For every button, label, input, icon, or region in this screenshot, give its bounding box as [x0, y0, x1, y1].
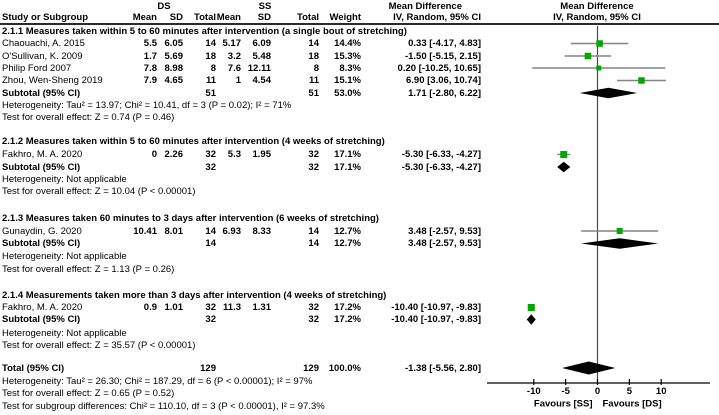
cell-weight: 15.3% — [334, 50, 361, 62]
heterogeneity-text: Heterogeneity: Tau² = 13.97; Chi² = 10.41, df = 3 (P = 0.02); I² = 71% — [2, 99, 292, 111]
study-name: O'Sullivan, K. 2009 — [2, 50, 83, 62]
cell-ss-total: 32 — [308, 314, 319, 325]
effect-marker — [585, 53, 592, 60]
cell-ds-total: 32 — [205, 314, 216, 325]
cell-ss-mean: 11.3 — [223, 302, 241, 313]
study-name: Philip Ford 2007 — [2, 62, 72, 74]
cell-ss-total: 14 — [308, 225, 319, 237]
ds-total-header: Total — [194, 12, 216, 23]
cell-weight: 17.1% — [334, 161, 361, 173]
ss-group-header: SS — [258, 1, 272, 12]
study-name: Zhou, Wen-Sheng 2019 — [2, 75, 103, 86]
cell-ss-sd: 5.48 — [252, 50, 271, 62]
cell-md-estimate: 0.20 [-10.25, 10.65] — [397, 62, 481, 74]
overall-effect-text: Test for overall effect: Z = 35.57 (P < 0.00001) — [2, 340, 196, 351]
section-heading: 2.1.2 Measures taken within 5 to 60 minutes after intervention (4 weeks of stretching) — [2, 136, 385, 147]
effect-marker — [617, 228, 623, 234]
x-tick-label: 0 — [594, 386, 601, 397]
cell-ss-sd: 12.11 — [247, 62, 271, 74]
cell-ss-total: 8 — [313, 62, 319, 74]
subtotal-diamond — [557, 162, 570, 173]
x-tick-label: 5 — [626, 386, 632, 397]
cell-ds-total: 129 — [200, 362, 216, 374]
cell-md-estimate: -10.40 [-10.97, -9.83] — [391, 314, 481, 325]
cell-ds-sd: 8.98 — [164, 62, 183, 74]
overall-effect-text: Test for overall effect: Z = 10.04 (P < 0.00001) — [2, 186, 196, 197]
cell-md-estimate: -10.40 [-10.97, -9.83] — [391, 302, 481, 313]
cell-ds-total: 14 — [205, 225, 216, 237]
ds-mean-header: Mean — [132, 12, 157, 23]
cell-ds-total: 32 — [205, 302, 216, 313]
study-name: Chaouachi, A. 2015 — [2, 38, 85, 49]
cell-weight: 12.7% — [334, 238, 361, 249]
effect-marker — [638, 77, 645, 84]
overall-effect-text: Test for overall effect: Z = 1.13 (P = 0.26) — [2, 263, 175, 275]
x-tick-label: -5 — [561, 386, 570, 397]
cell-ds-sd: 8.01 — [164, 225, 183, 237]
subgroup-differences-text: Test for subgroup differences: Chi² = 110.10, df = 3 (P < 0.00001), I² = 97.3% — [2, 400, 325, 412]
cell-weight: 14.4% — [334, 38, 361, 49]
favours-left-label: Favours [SS] — [533, 398, 593, 410]
cell-ds-mean: 7.8 — [143, 62, 157, 74]
cell-ds-mean: 1.7 — [143, 50, 157, 62]
cell-ss-sd: 1.31 — [252, 302, 271, 313]
ss-sd-header: SD — [257, 12, 271, 23]
section-heading: 2.1.1 Measures taken within 5 to 60 minutes after intervention (a single bout of stretching) — [2, 26, 407, 37]
ds-group-header: DS — [157, 1, 171, 12]
section-heading: 2.1.4 Measurements taken more than 3 days after intervention (4 weeks of stretching) — [2, 289, 387, 301]
cell-weight: 17.2% — [334, 314, 361, 325]
cell-ss-mean: 1 — [235, 75, 241, 86]
cell-ss-sd: 6.09 — [252, 38, 271, 49]
subtotal-diamond — [527, 314, 536, 325]
heterogeneity-text: Heterogeneity: Not applicable — [2, 251, 127, 262]
md-column-title: Mean Difference — [388, 1, 462, 12]
ds-sd-header: SD — [169, 12, 183, 23]
ss-total-header: Total — [297, 12, 319, 23]
cell-ds-sd: 5.69 — [164, 50, 183, 62]
section-heading: 2.1.3 Measures taken 60 minutes to 3 days after intervention (6 weeks of stretching) — [2, 212, 379, 224]
subtotal-label: Subtotal (95% CI) — [2, 87, 81, 99]
effect-marker — [528, 304, 535, 311]
plot-title: Mean Difference — [560, 1, 634, 12]
cell-md-estimate: 0.33 [-4.17, 4.83] — [408, 38, 481, 49]
study-name: Gunaydin, G. 2020 — [2, 225, 82, 237]
heterogeneity-text: Heterogeneity: Not applicable — [2, 174, 127, 185]
subtotal-diamond — [580, 88, 637, 99]
cell-ss-total: 18 — [308, 50, 319, 62]
cell-ds-total: 51 — [205, 87, 216, 99]
cell-ss-mean: 5.17 — [222, 38, 241, 49]
study-name: Fakhro, M. A. 2020 — [2, 149, 83, 160]
effect-marker — [596, 66, 601, 71]
cell-md-estimate: 6.90 [3.06, 10.74] — [406, 75, 481, 86]
subtotal-label: Subtotal (95% CI) — [2, 161, 81, 173]
cell-ss-total: 32 — [308, 149, 319, 160]
effect-marker — [560, 151, 567, 158]
cell-ds-total: 11 — [205, 75, 216, 86]
overall-effect-text: Test for overall effect: Z = 0.65 (P = 0.52) — [2, 388, 175, 399]
cell-ss-mean: 7.6 — [227, 62, 241, 74]
weight-column-header: Weight — [329, 12, 361, 23]
x-tick-label: 10 — [655, 386, 667, 397]
cell-md-estimate: -5.30 [-6.33, -4.27] — [401, 149, 481, 160]
cell-md-estimate: -1.50 [-5.15, 2.15] — [404, 50, 481, 62]
plot-method-header: IV, Random, 95% CI — [553, 12, 641, 23]
x-tick-label: -10 — [526, 386, 541, 397]
cell-ds-sd: 2.26 — [164, 149, 183, 160]
cell-ss-mean: 3.2 — [227, 50, 241, 62]
study-name: Fakhro, M. A. 2020 — [2, 302, 83, 313]
cell-ss-sd: 8.33 — [252, 225, 271, 237]
total-label: Total (95% CI) — [2, 362, 65, 374]
cell-ss-sd: 4.54 — [252, 75, 271, 86]
cell-weight: 8.3% — [339, 62, 361, 74]
favours-right-label: Favours [DS] — [602, 398, 662, 410]
heterogeneity-text: Heterogeneity: Tau² = 26.30; Chi² = 187.29, df = 6 (P < 0.00001); I² = 97% — [2, 375, 313, 387]
overall-effect-text: Test for overall effect: Z = 0.74 (P = 0.46) — [2, 111, 175, 123]
cell-ds-total: 14 — [205, 38, 216, 49]
cell-ss-sd: 1.95 — [252, 149, 271, 160]
ss-mean-header: Mean — [216, 12, 241, 23]
cell-weight: 17.1% — [334, 149, 361, 160]
cell-ss-total: 32 — [308, 161, 319, 173]
heterogeneity-text: Heterogeneity: Not applicable — [2, 327, 127, 339]
cell-ds-total: 8 — [210, 62, 216, 74]
cell-md-estimate: 1.71 [-2.80, 6.22] — [408, 87, 481, 99]
cell-ds-sd: 1.01 — [164, 302, 183, 313]
cell-weight: 15.1% — [334, 75, 361, 86]
total-diamond — [562, 362, 615, 375]
cell-md-estimate: 3.48 [-2.57, 9.53] — [408, 238, 481, 249]
cell-weight: 17.2% — [334, 302, 361, 313]
cell-ds-mean: 7.9 — [143, 75, 157, 86]
study-column-header: Study or Subgroup — [2, 12, 89, 23]
cell-ss-total: 129 — [303, 362, 319, 374]
cell-ss-mean: 5.3 — [227, 149, 241, 160]
cell-weight: 12.7% — [334, 225, 361, 237]
cell-ds-total: 14 — [205, 238, 216, 249]
cell-ds-sd: 4.65 — [164, 75, 183, 86]
effect-marker — [596, 40, 603, 47]
cell-weight: 100.0% — [328, 362, 361, 374]
cell-weight: 53.0% — [334, 87, 361, 99]
cell-ss-total: 11 — [308, 75, 319, 86]
cell-ds-sd: 6.05 — [164, 38, 183, 49]
cell-ds-mean: 10.41 — [133, 225, 157, 237]
subtotal-diamond — [581, 238, 658, 249]
cell-ds-total: 18 — [205, 50, 216, 62]
cell-ss-total: 32 — [308, 302, 319, 313]
cell-md-estimate: 3.48 [-2.57, 9.53] — [408, 225, 481, 237]
subtotal-label: Subtotal (95% CI) — [2, 314, 81, 325]
md-method-header: IV, Random, 95% CI — [393, 12, 481, 23]
cell-ds-total: 32 — [205, 161, 216, 173]
cell-ds-mean: 0 — [151, 149, 157, 160]
cell-ss-total: 51 — [308, 87, 319, 99]
cell-ds-mean: 5.5 — [143, 38, 157, 49]
cell-md-estimate: -1.38 [-5.56, 2.80] — [404, 362, 481, 374]
cell-ds-mean: 0.9 — [143, 302, 157, 313]
subtotal-label: Subtotal (95% CI) — [2, 238, 81, 249]
cell-ds-total: 32 — [205, 149, 216, 160]
cell-ss-total: 14 — [308, 38, 319, 49]
cell-ss-mean: 6.93 — [222, 225, 241, 237]
cell-md-estimate: -5.30 [-6.33, -4.27] — [401, 161, 481, 173]
cell-ss-total: 14 — [308, 238, 319, 249]
